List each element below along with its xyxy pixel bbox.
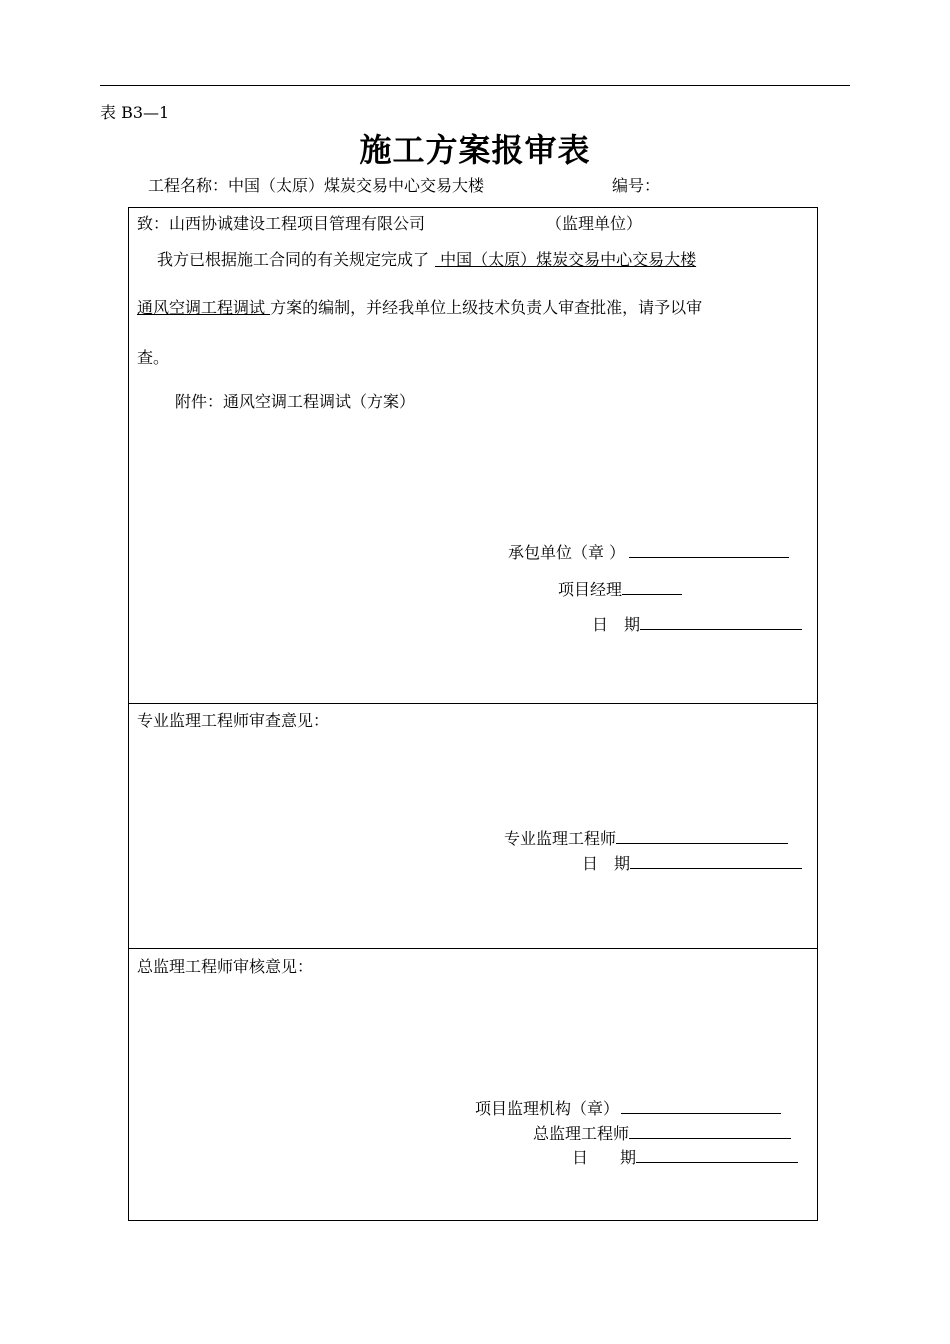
body-line-2 [137, 295, 702, 318]
specialist-date-blank[interactable] [630, 852, 802, 869]
section-divider [128, 948, 818, 949]
specialist-engineer-blank[interactable] [616, 827, 788, 844]
manager-label: 项目经理 [558, 580, 623, 599]
page-title: 施工方案报审表 [359, 131, 591, 169]
body-intro: 我方已根据施工合同的有关规定完成了 [157, 250, 430, 269]
chief-heading: 总监理工程师审核意见： [137, 957, 314, 976]
chief-date-label: 日 期 [572, 1148, 637, 1167]
specialist-date-label: 日 期 [582, 854, 631, 873]
body-rest: 方案的编制，并经我单位上级技术负责人审查批准，请予以审 [270, 298, 703, 317]
date-label: 日 期 [592, 615, 641, 634]
manager-line [558, 577, 682, 600]
body-project: 中国（太原）煤炭交易中心交易大楼 [435, 250, 697, 269]
chief-engineer-label: 总监理工程师 [533, 1124, 630, 1143]
project-line [148, 173, 484, 196]
contractor-line [508, 540, 789, 563]
date-blank[interactable] [640, 613, 802, 630]
project-label: 工程名称： [148, 176, 229, 195]
body-line-1 [157, 247, 696, 270]
body-scheme: 通风空调工程调试 [137, 298, 271, 317]
supervision-org-blank[interactable] [621, 1097, 781, 1114]
to-prefix: 致： [137, 214, 170, 233]
specialist-engineer-label: 专业监理工程师 [504, 829, 617, 848]
recipient-role: （监理单位） [546, 214, 643, 233]
form-code: 表 B3—1 [100, 103, 170, 122]
contractor-label: 承包单位（章 ） [508, 543, 626, 562]
chief-date-blank[interactable] [636, 1146, 798, 1163]
specialist-engineer-line [504, 826, 788, 849]
chief-engineer-blank[interactable] [629, 1122, 791, 1139]
specialist-date-line [582, 851, 802, 874]
top-rule [100, 85, 850, 86]
serial-label: 编号： [612, 176, 661, 195]
supervision-org-line [475, 1096, 781, 1119]
attachment: 附件：通风空调工程调试（方案） [175, 392, 416, 411]
specialist-heading: 专业监理工程师审查意见： [137, 711, 330, 730]
chief-date-line [572, 1145, 798, 1168]
contractor-blank[interactable] [629, 541, 789, 558]
manager-blank[interactable] [622, 578, 682, 595]
addressee-line [137, 211, 425, 234]
section-divider [128, 703, 818, 704]
chief-engineer-line [533, 1121, 791, 1144]
project-name: 中国（太原）煤炭交易中心交易大楼 [228, 176, 485, 195]
supervision-org-label: 项目监理机构（章） [475, 1099, 620, 1118]
date-line [592, 612, 802, 635]
body-end: 查。 [137, 348, 170, 367]
recipient: 山西协诚建设工程项目管理有限公司 [169, 214, 426, 233]
